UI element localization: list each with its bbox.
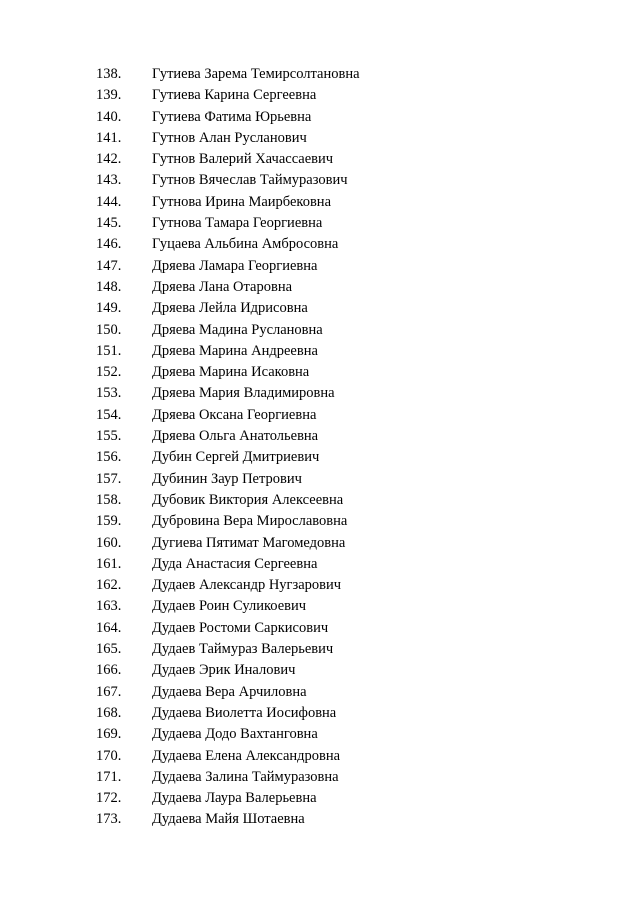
entry-number: 151. [96, 342, 122, 359]
entry-name: Гутнов Вячеслав Таймуразович [152, 172, 348, 189]
entry-number: 149. [96, 300, 122, 317]
entry-name: Дуда Анастасия Сергеевна [152, 555, 318, 572]
entry-number: 138. [96, 66, 122, 82]
list-item [0, 192, 640, 213]
entry-number: 173. [96, 811, 122, 828]
entry-number: 142. [96, 151, 122, 168]
entry-name: Дряева Лана Отаровна [152, 278, 293, 295]
entry-name: Гутиева Зарема Темирсолтановна [152, 66, 360, 82]
entry-name: Дудаев Роин Суликоевич [152, 598, 307, 615]
entry-name: Дубинин Заур Петрович [152, 470, 302, 487]
entry-name: Дудаева Майя Шотаевна [152, 811, 305, 828]
entry-number: 171. [96, 768, 122, 785]
list-item [0, 149, 640, 170]
list-item [0, 618, 640, 639]
entry-number: 147. [96, 257, 122, 274]
entry-name: Дубин Сергей Дмитриевич [152, 449, 320, 466]
list-item [0, 85, 640, 106]
entry-number: 145. [96, 215, 122, 232]
list-item [0, 682, 640, 703]
list-item [0, 170, 640, 191]
list-item [0, 788, 640, 809]
list-item [0, 469, 640, 490]
entry-number: 148. [96, 278, 122, 295]
entry-name: Дряева Ламара Георгиевна [152, 257, 318, 274]
entry-name: Гутнов Валерий Хачассаевич [152, 151, 334, 168]
entry-number: 163. [96, 598, 122, 615]
entry-name: Дудаева Виолетта Иосифовна [152, 704, 337, 721]
list-item [0, 596, 640, 617]
entry-name: Гутнов Алан Русланович [152, 129, 307, 146]
entry-name: Дугиева Пятимат Магомедовна [152, 534, 346, 551]
entry-number: 155. [96, 428, 122, 445]
entry-number: 170. [96, 747, 122, 764]
entry-number: 154. [96, 406, 122, 423]
list-item [0, 724, 640, 745]
entry-name: Дряева Мадина Руслановна [152, 321, 323, 338]
entry-number: 158. [96, 491, 122, 508]
name-list [0, 64, 640, 831]
entry-number: 144. [96, 193, 122, 210]
list-item [0, 213, 640, 234]
entry-number: 141. [96, 129, 122, 146]
list-item [0, 298, 640, 319]
list-item [0, 809, 640, 830]
list-item [0, 447, 640, 468]
entry-name: Дудаев Александр Нугзарович [152, 577, 342, 594]
entry-number: 157. [96, 470, 122, 487]
entry-number: 146. [96, 236, 122, 253]
entry-number: 152. [96, 364, 122, 381]
entry-number: 139. [96, 87, 122, 104]
entry-number: 162. [96, 577, 122, 594]
list-item [0, 128, 640, 149]
list-item [0, 767, 640, 788]
entry-number: 161. [96, 555, 122, 572]
entry-name: Дубровина Вера Мирославовна [152, 513, 348, 530]
entry-name: Гутиева Карина Сергеевна [152, 87, 317, 104]
entry-number: 160. [96, 534, 122, 551]
entry-number: 140. [96, 108, 122, 125]
entry-number: 153. [96, 385, 122, 402]
list-item [0, 554, 640, 575]
entry-number: 168. [96, 704, 122, 721]
entry-name: Дудаев Таймураз Валерьевич [152, 641, 334, 658]
entry-number: 156. [96, 449, 122, 466]
entry-name: Гуцаева Альбина Амбросовна [152, 236, 339, 253]
list-item [0, 575, 640, 596]
entry-name: Дряева Ольга Анатольевна [152, 428, 319, 445]
entry-name: Дудаева Вера Арчиловна [152, 683, 307, 700]
entry-name: Гутнова Ирина Маирбековна [152, 193, 332, 210]
list-item [0, 383, 640, 404]
list-item [0, 277, 640, 298]
entry-number: 143. [96, 172, 122, 189]
entry-name: Дудаева Елена Александровна [152, 747, 341, 764]
list-item [0, 660, 640, 681]
entry-name: Дудаева Додо Вахтанговна [152, 726, 318, 743]
entry-name: Гутнова Тамара Георгиевна [152, 215, 323, 232]
entry-number: 159. [96, 513, 122, 530]
list-item [0, 703, 640, 724]
entry-name: Дряева Оксана Георгиевна [152, 406, 317, 423]
entry-name: Дудаев Эрик Иналович [152, 662, 296, 679]
entry-name: Дудаев Ростоми Саркисович [152, 619, 329, 636]
list-item [0, 490, 640, 511]
list-item [0, 362, 640, 383]
list-item [0, 64, 640, 85]
entry-number: 172. [96, 790, 122, 807]
list-item [0, 320, 640, 341]
list-item [0, 511, 640, 532]
list-item [0, 639, 640, 660]
entry-name: Дубовик Виктория Алексеевна [152, 491, 344, 508]
entry-name: Дудаева Залина Таймуразовна [152, 768, 339, 785]
entry-name: Дудаева Лаура Валерьевна [152, 790, 317, 807]
entry-name: Дряева Марина Андреевна [152, 342, 318, 359]
list-item [0, 746, 640, 767]
entry-name: Дряева Марина Исаковна [152, 364, 310, 381]
list-item [0, 533, 640, 554]
list-item [0, 256, 640, 277]
list-item [0, 405, 640, 426]
entry-name: Дряева Мария Владимировна [152, 385, 335, 402]
entry-number: 165. [96, 641, 122, 658]
entry-number: 169. [96, 726, 122, 743]
entry-name: Дряева Лейла Идрисовна [152, 300, 308, 317]
list-item [0, 426, 640, 447]
entry-number: 164. [96, 619, 122, 636]
entry-name: Гутиева Фатима Юрьевна [152, 108, 312, 125]
list-item [0, 107, 640, 128]
entry-number: 167. [96, 683, 122, 700]
entry-number: 150. [96, 321, 122, 338]
entry-number: 166. [96, 662, 122, 679]
list-item [0, 234, 640, 255]
list-item [0, 341, 640, 362]
